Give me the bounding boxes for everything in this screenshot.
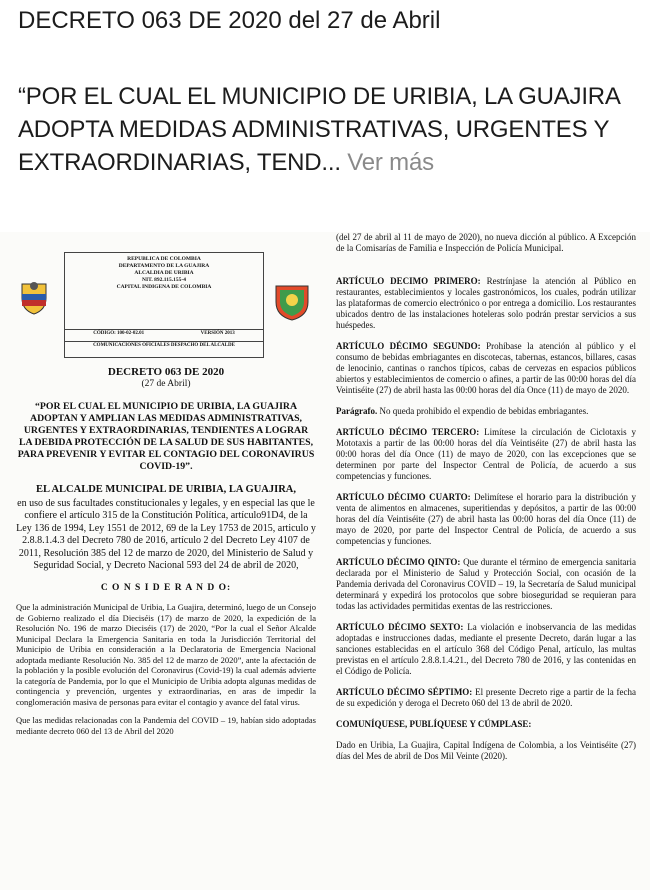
post-header <box>18 6 638 179</box>
paragraph-body: No queda prohibido el expendio de bebidas embriagantes. <box>377 406 589 416</box>
closing-heading: COMUNÍQUESE, PUBLÍQUESE Y CÚMPLASE: <box>336 719 532 729</box>
article-heading: ARTÍCULO DÉCIMO TERCERO: <box>336 427 480 437</box>
article-body: Restrínjase la atención al Público en restaurantes, establecimientos y locales gastronómicos, los cuales, podrán utilizar las plataformas de comercio electrónico o por entrega a domicilio. Los restaurantes ubicados dentro de las instalaciones hoteleras solo podrán prestar servicios a sus huéspedes. <box>336 276 636 330</box>
paragraph-note <box>336 406 636 417</box>
letterhead-line: DEPARTAMENTO DE LA GUAJIRA <box>118 263 210 269</box>
article-heading: ARTÍCULO DÉCIMO SÉPTIMO: <box>336 687 473 697</box>
letterhead-version: VERSIÓN 2013 <box>200 331 235 336</box>
letterhead-line: CAPITAL INDIGENA DE COLOMBIA <box>116 284 212 290</box>
letterhead-line: REPUBLICA DE COLOMBIA <box>127 256 201 262</box>
article-heading: ARTÍCULO DÉCIMO SEGUNDO: <box>336 341 481 351</box>
post-subtitle: “POR EL CUAL EL MUNICIPIO DE URIBIA, LA GUAJIRA ADOPTA MEDIDAS ADMINISTRATIVAS, URGENTES Y EXTRAORDINARIAS, TEND... <box>18 83 620 176</box>
right-column <box>336 232 636 772</box>
decree-date: (27 de Abril) <box>141 379 191 389</box>
article-body: Que durante el término de emergencia sanitaria declarada por el Ministerio de Salud y Protección Social, con ocasión de la Pandemia derivada del Coronavirus COVID – 19, la Secretaría de Salud municipal determinará y expedirá los protocolos que sobre bioseguridad se requieran para todas las actividades permitidas exentas de las restricciones. <box>336 557 637 611</box>
letterhead-dispatch: COMUNICACIONES OFICIALES DESPACHO DEL ALCALDE <box>93 343 235 348</box>
decree-title: “POR EL CUAL EL MUNICIPIO DE URIBIA, LA GUAJIRA ADOPTAN Y AMPLIAN LAS MEDIDAS ADMINISTRATIVAS, URGENTES Y EXTRAORDINARIAS, TENDIENTES A LOGRAR LA DEBIDA PROTECCIÓN DE LA SALUD DE SUS HABITANTES, PARA PREVENIR Y EVITAR EL CONTAGIO DEL CORONAVIRUS COVID-19”. <box>17 400 315 472</box>
see-more-link[interactable]: Ver más <box>347 149 434 176</box>
article-fragment: (del 27 de abril al 11 de mayo de 2020), no nueva dicción al público. A Excepción de la Comisarías de Familia e Inspección de Policía Municipal. <box>336 232 636 253</box>
colombia-coat-of-arms-icon <box>16 280 52 316</box>
letterhead-line: ALCALDIA DE URIBIA <box>134 270 194 276</box>
letterhead <box>16 252 316 360</box>
paragraph-heading: Parágrafo. <box>336 406 378 416</box>
decree-authority: EL ALCALDE MUNICIPAL DE URIBIA, LA GUAJIRA, <box>35 483 296 495</box>
given-statement: Dado en Uribia, La Guajira, Capital Indígena de Colombia, a los Veintiséite (27) días del Mes de abril de Dos Mil Veinte (2020). <box>336 740 636 761</box>
article-14 <box>336 492 636 547</box>
decree-number: DECRETO 063 DE 2020 <box>107 366 225 378</box>
decree-faculties: en uso de sus facultades constitucionales y legales, y en especial las que le confiere el artículo 315 de la Constitución Política, artículo91D4, de la Ley 136 de 1994, Ley 1551 de 2012, 69 de la Ley 1753 de 2015, articulo y 2.8.8.1.4.3 del Decreto 780 de 2016, artículo 2 del Decreto Ley 4107 de 2011, Resolución 385 del 12 de marzo de 2020, del Ministerio de Salud y Seguridad Social, y Decreto Nacional 593 del 24 de abril de 2020, <box>16 497 316 571</box>
article-15 <box>336 557 636 612</box>
article-body: La violación e inobservancia de las medidas adoptadas e instrucciones dadas, mediante el presente Decreto, darán lugar a las sanciones establecidas en el artículo 368 del Código Penal, artículo, las multas previstas en el artículo 2.8.8.1.4.21., del Decreto 780 de 2016, y las contenidas en el Código de Policía. <box>336 622 636 676</box>
article-heading: ARTÍCULO DÉCIMO CUARTO: <box>336 492 471 502</box>
left-column <box>16 252 316 736</box>
article-16 <box>336 622 636 677</box>
decree-document-image <box>0 232 650 890</box>
letterhead-text <box>65 253 263 291</box>
uribia-coat-of-arms-icon <box>272 282 312 322</box>
post-title: DECRETO 063 DE 2020 del 27 de Abril <box>18 7 441 34</box>
article-body: El presente Decreto rige a partir de la fecha de su expedición y deroga el Decreto 060 del 13 de abril de 2020. <box>336 687 636 708</box>
article-heading: ARTÍCULO DECIMO PRIMERO: <box>336 276 481 286</box>
letterhead-code: CÓDIGO: 100-02-02.01 <box>93 331 145 336</box>
letterhead-code-row <box>65 329 263 337</box>
post-text <box>18 80 638 179</box>
considering-paragraph: Que la administración Municipal de Uribia, La Guajira, determinó, luego de un Consejo de Gobierno realizado el día Dieciséis (17) de marzo de 2020, la expedición de la Resolución No. 196 de marzo Dieciséis (17) de 2020, “Por la cual el Señor Alcalde Municipal Declara la Emergencia Sanitaria en toda la Jurisdicción Territorial del Municipio de Uribia en consideración a la Declaratoria de Emergencia Nacional adoptada mediante Resolución No. 385 del 12 de marzo de 2020”, ante la afectación de la población y la posible evolución del Coronavirus (Covid-19) la cual además advierte la categoría de Pandemia, por lo que el Municipio de Uribia adopta algunas medidas de contingencia y prevención, urgentes y extraordinarias, en aras de impedir la conglomeración masiva de personas para evitar el contagio y avance del fatal virus. <box>16 602 316 707</box>
article-17 <box>336 687 636 709</box>
considering-heading: C O N S I D E R A N D O: <box>100 582 232 593</box>
article-body: Delimítese el horario para la distribución y venta de alimentos en almacenes, superitiendas y depósitos, a partir de las 00:00 horas del día Veintiséite (27) de abril hasta las 00:00 horas del día Once (11) de mayo de 2020, por parte del Inspector Central de Policía, de acuerdo a sus competencias y funciones. <box>336 492 636 546</box>
article-body: Limítese la circulación de Ciclotaxis y Mototaxis a partir de las 00:00 horas del día Veintiséite (27) de abril hasta las 00:00 horas del día Once (11) de mayo de 2020, con las excepciones que se determinen por parte del Inspector Central de Policía, de acuerdo a sus competencias y funciones. <box>336 427 636 481</box>
article-heading: ARTÍCULO DÉCIMO SEXTO: <box>336 622 464 632</box>
letterhead-box <box>64 252 264 358</box>
article-12 <box>336 341 636 396</box>
article-11 <box>336 276 636 331</box>
article-13 <box>336 427 636 482</box>
article-body: Prohíbase la atención al público y el consumo de bebidas embriagantes en discotecas, tabernas, estancos, billares, casas de lenocinio, cantinas o ranchos típicos, cabas de cervezas en espacios públicos abiertos y establecimientos de comercio o afines, a partir de las 00:00 horas del día Veintiséite (27) de abril hasta las 00:00 horas del día Once (11) de mayo de 2020. <box>336 341 636 395</box>
considering-paragraph: Que las medidas relacionadas con la Pandemia del COVID – 19, habían sido adoptadas mediante decreto 060 del 13 de Abril del 2020 <box>16 715 316 736</box>
letterhead-dispatch-row <box>65 341 263 349</box>
article-heading: ARTÍCULO DÉCIMO QINTO: <box>336 557 461 567</box>
letterhead-line: NIT. 892.115.155-4 <box>142 277 186 283</box>
